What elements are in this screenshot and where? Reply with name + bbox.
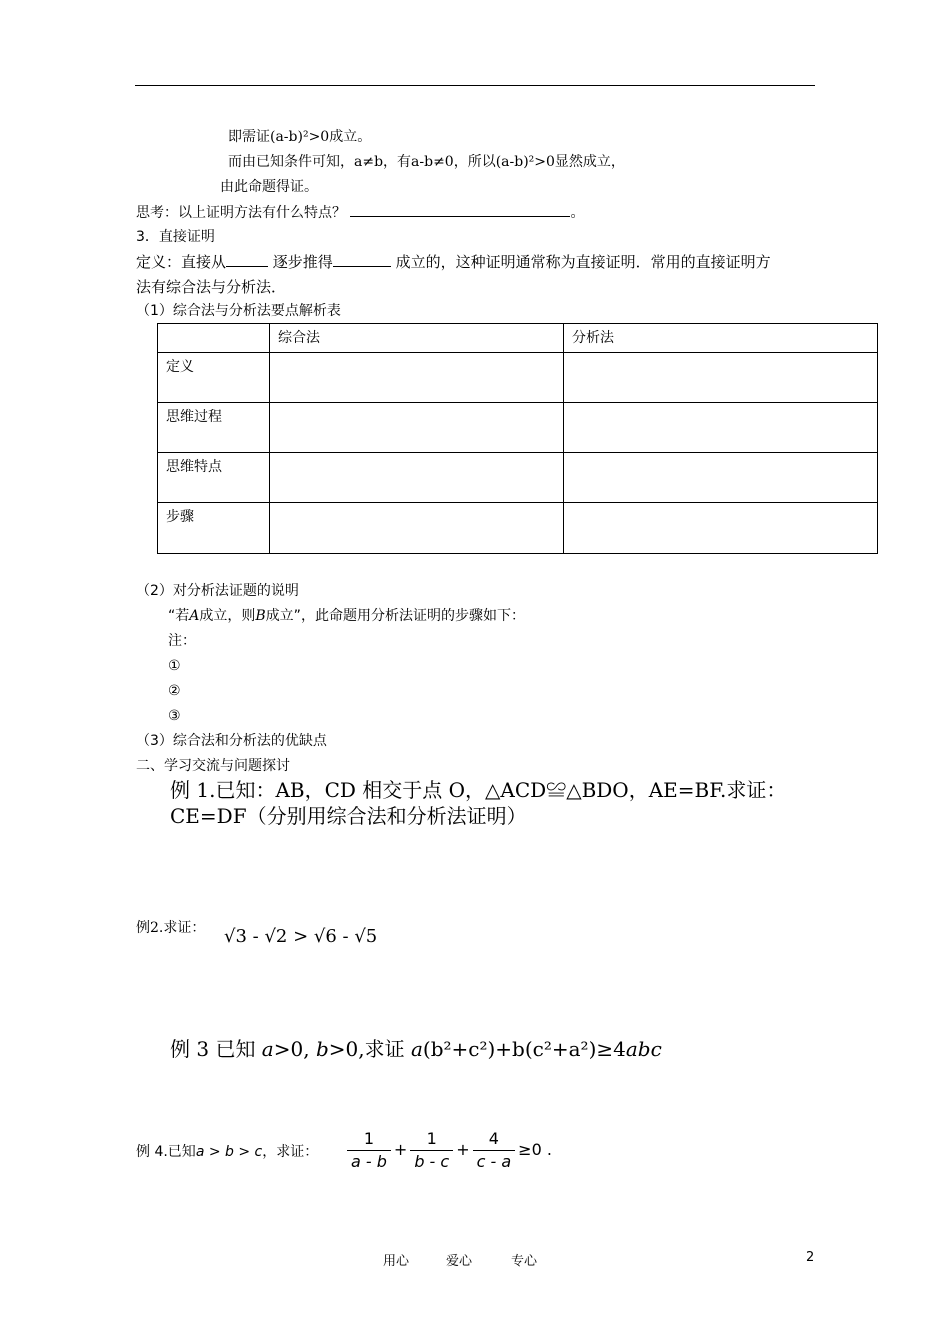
definition-blank-1[interactable] (226, 252, 268, 267)
example-1-line-2: CE=DF（分别用综合法和分析法证明） (170, 804, 527, 828)
comparison-table (157, 323, 878, 554)
definition-part-c: 成立的，这种证明通常称为直接证明．常用的直接证明方 (395, 253, 771, 271)
table-header-row (158, 324, 878, 353)
ex4-f1-num: 1 (363, 1129, 375, 1148)
ex4-fraction-2 (410, 1128, 453, 1173)
subsection-2-title: （2）对分析法证题的说明 (136, 583, 299, 599)
table-cell[interactable] (270, 453, 564, 503)
table-row-label: 步骤 (158, 503, 270, 554)
definition-part-a: 定义：直接从 (136, 253, 227, 271)
table-cell[interactable] (270, 353, 564, 403)
footer-word-3: 专心 (511, 1254, 538, 1269)
desc-var-a: A (189, 608, 200, 624)
subsection-1-title: （1）综合法与分析法要点解析表 (136, 303, 341, 319)
table-corner-cell (158, 324, 270, 353)
header-rule (135, 85, 815, 86)
think-label: 思考：以上证明方法有什么特点？ (136, 205, 346, 221)
table-cell[interactable] (270, 503, 564, 554)
ex4-tail: ≥0 . (518, 1140, 552, 1159)
note-item-2: ② (168, 683, 181, 699)
table-cell[interactable] (564, 453, 878, 503)
ex3-var-a2: a (410, 1037, 423, 1061)
definition-line (136, 251, 771, 273)
think-question (136, 202, 584, 223)
desc-part-a: “若 (168, 608, 190, 624)
ex4-mid-text: ，求证： (262, 1144, 319, 1160)
example-2-label: 例2.求证： (136, 920, 206, 936)
part-2-title: 二、学习交流与问题探讨 (136, 758, 290, 774)
definition-part-b: 逐步推得 (272, 253, 333, 271)
ex4-label-text: 例 4.已知 (136, 1144, 196, 1160)
table-row (158, 453, 878, 503)
table-row (158, 353, 878, 403)
ex4-condition: a > b > c (195, 1144, 263, 1160)
note-label: 注： (168, 633, 196, 649)
ex4-f1-den: a - b (347, 1150, 391, 1173)
desc-part-c: 成立”，此命题用分析法证明的步骤如下： (265, 608, 525, 624)
ex3-part-c: >0, (273, 1037, 316, 1061)
table-row-label: 定义 (158, 353, 270, 403)
definition-blank-2[interactable] (333, 252, 391, 267)
table-cell[interactable] (270, 403, 564, 453)
definition-line-2: 法有综合法与分析法． (136, 278, 287, 296)
note-item-1: ① (168, 658, 181, 674)
ex4-fraction-1 (347, 1128, 391, 1173)
think-blank[interactable] (350, 202, 570, 217)
table-header-analysis: 分析法 (564, 324, 878, 353)
ex4-fraction-3 (473, 1128, 516, 1173)
desc-part-b: 成立，则 (199, 608, 256, 624)
table-cell[interactable] (564, 503, 878, 554)
ex3-part-e: >0,求证 (328, 1037, 411, 1061)
ex3-var-b: b (315, 1037, 329, 1061)
example-3-statement (170, 1035, 662, 1063)
ex3-expression: (b²+c²)+b(c²+a²)≥4 (422, 1037, 626, 1061)
table-row (158, 503, 878, 554)
ex3-var-a: a (261, 1037, 274, 1061)
section-3-title: 3．直接证明 (136, 229, 215, 245)
table-cell[interactable] (564, 403, 878, 453)
table-header-synthesis: 综合法 (270, 324, 564, 353)
table-row-label: 思维特点 (158, 453, 270, 503)
ex3-var-abc: abc (625, 1037, 662, 1061)
analysis-description (168, 606, 525, 626)
table-row-label: 思维过程 (158, 403, 270, 453)
desc-var-b: B (255, 608, 266, 624)
table-cell[interactable] (564, 353, 878, 403)
example-4-formula: $\frac{1}{a - b}$ + $\frac{1}{b - c}$ + $\frac{4}{c - a}$ ≥0 . (344, 1128, 552, 1173)
footer-word-1: 用心 (383, 1254, 410, 1269)
ex4-f3-num: 4 (488, 1129, 499, 1148)
page-number: 2 (806, 1250, 815, 1265)
example-1-line-1: 例 1.已知：AB，CD 相交于点 O，△ACD≌△BDO，AE=BF.求证： (170, 778, 787, 802)
example-4-label (136, 1142, 318, 1162)
footer-word-2: 爱心 (446, 1254, 473, 1269)
ex4-f2-den: b - c (410, 1150, 453, 1173)
proof-line-1: 即需证(a-b)²>0成立。 (228, 129, 372, 145)
ex4-f3-den: c - a (473, 1150, 516, 1173)
table-row (158, 403, 878, 453)
subsection-3-title: （3）综合法和分析法的优缺点 (136, 733, 327, 749)
ex4-f2-num: 1 (426, 1129, 437, 1148)
ex3-part-a: 例 3 已知 (170, 1037, 262, 1061)
note-item-3: ③ (168, 708, 181, 724)
think-end: 。 (570, 205, 585, 221)
example-2-formula: √3 - √2 > √6 - √5 (224, 926, 378, 947)
proof-line-2: 而由已知条件可知，a≠b，有a-b≠0，所以(a-b)²>0显然成立， (228, 154, 625, 170)
proof-line-3: 由此命题得证。 (220, 179, 318, 195)
